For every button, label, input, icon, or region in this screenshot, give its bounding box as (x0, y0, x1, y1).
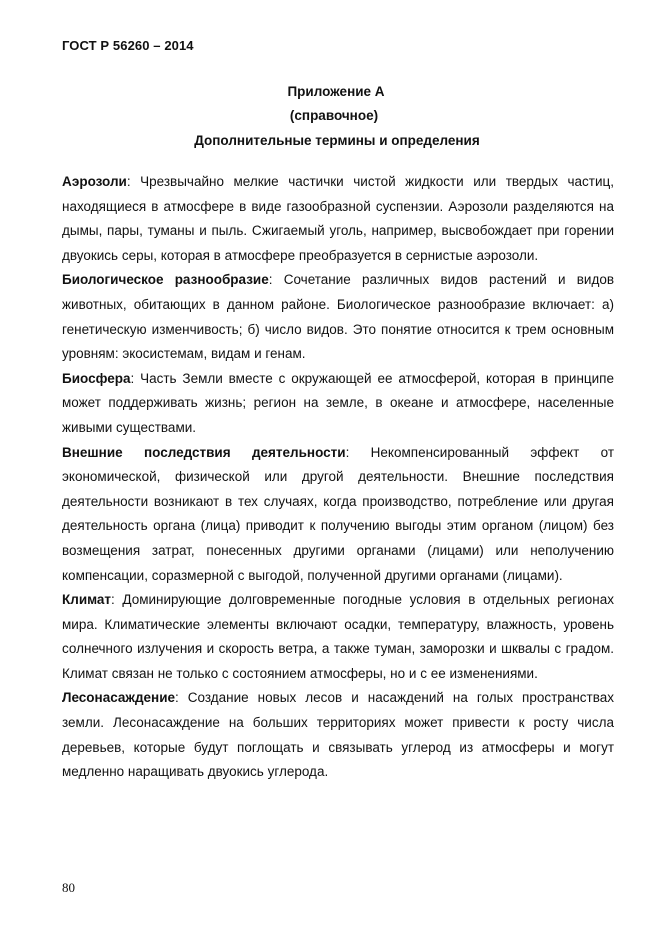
term-definition: : Чрезвычайно мелкие частички чистой жидкости или твердых частиц, находящиеся в атмосфере в виде газообразной суспензии. Аэрозоли разделяются на дымы, пары, туманы и пыль. Сжигаемый уголь, например, высвобождает при горении двуокись серы, которая в атмосфере преобразуется в сернистые аэрозоли. (62, 174, 614, 263)
term-entry-aerosols (62, 170, 614, 268)
term-entry-biodiversity (62, 268, 614, 366)
standard-header: ГОСТ Р 56260 – 2014 (62, 38, 194, 53)
term-entry-climate (62, 588, 614, 686)
term-name: Климат (62, 592, 112, 608)
appendix-title: Приложение А (287, 84, 385, 99)
term-name: Аэрозоли (62, 174, 127, 189)
term-definition: : Некомпенсированный эффект от экономической, физической или другой деятельности. Внешние последствия деятельности возникают в тех случаях, когда производство, потребление или другая деятельность органа (лица) приводит к получению выгоды этим органом (лицом) без возмещения затрат, понесенных другими органами (лицами) или неполучению компенсации, соразмерной с выгодой, полученной другими органами (лицами). (62, 444, 614, 583)
term-entry-biosphere (62, 367, 614, 441)
appendix-subtitle: Дополнительные термины и определения (194, 133, 480, 148)
term-name: Лесонасаждение (62, 690, 176, 706)
appendix-status: (справочное) (289, 108, 379, 123)
term-name: Биологическое разнообразие (62, 272, 269, 288)
terms-list (62, 170, 614, 785)
term-name: Биосфера (62, 370, 131, 386)
term-name: Внешние последствия деятельности (62, 444, 346, 460)
term-definition: : Часть Земли вместе с окружающей ее атмосферой, которая в принципе может поддерживать жизнь; регион на земле, в океане и атмосфере, населенные живыми существами. (62, 370, 614, 435)
page-number: 80 (62, 880, 75, 895)
term-entry-externalities (62, 441, 614, 589)
term-entry-afforestation (62, 686, 614, 784)
term-definition: : Создание новых лесов и насаждений на голых пространствах земли. Лесонасаждение на больших территориях может привести к росту числа деревьев, которые будут поглощать и связывать углерод из атмосферы и могут медленно наращивать двуокись углерода. (62, 690, 614, 780)
term-definition: : Сочетание различных видов растений и видов животных, обитающих в данном районе. Биологическое разнообразие включает: а) генетическую изменчивость; б) число видов. Это понятие относится к трем основным уровням: экосистемам, видам и генам. (62, 272, 614, 362)
term-definition: : Доминирующие долговременные погодные условия в отдельных регионах мира. Климатические элементы включают осадки, температуру, влажность, уровень солнечного излучения и скорость ветра, а также туман, заморозки и шквалы с градом. Климат связан не только с состоянием атмосферы, но и с ее изменениями. (62, 592, 614, 681)
